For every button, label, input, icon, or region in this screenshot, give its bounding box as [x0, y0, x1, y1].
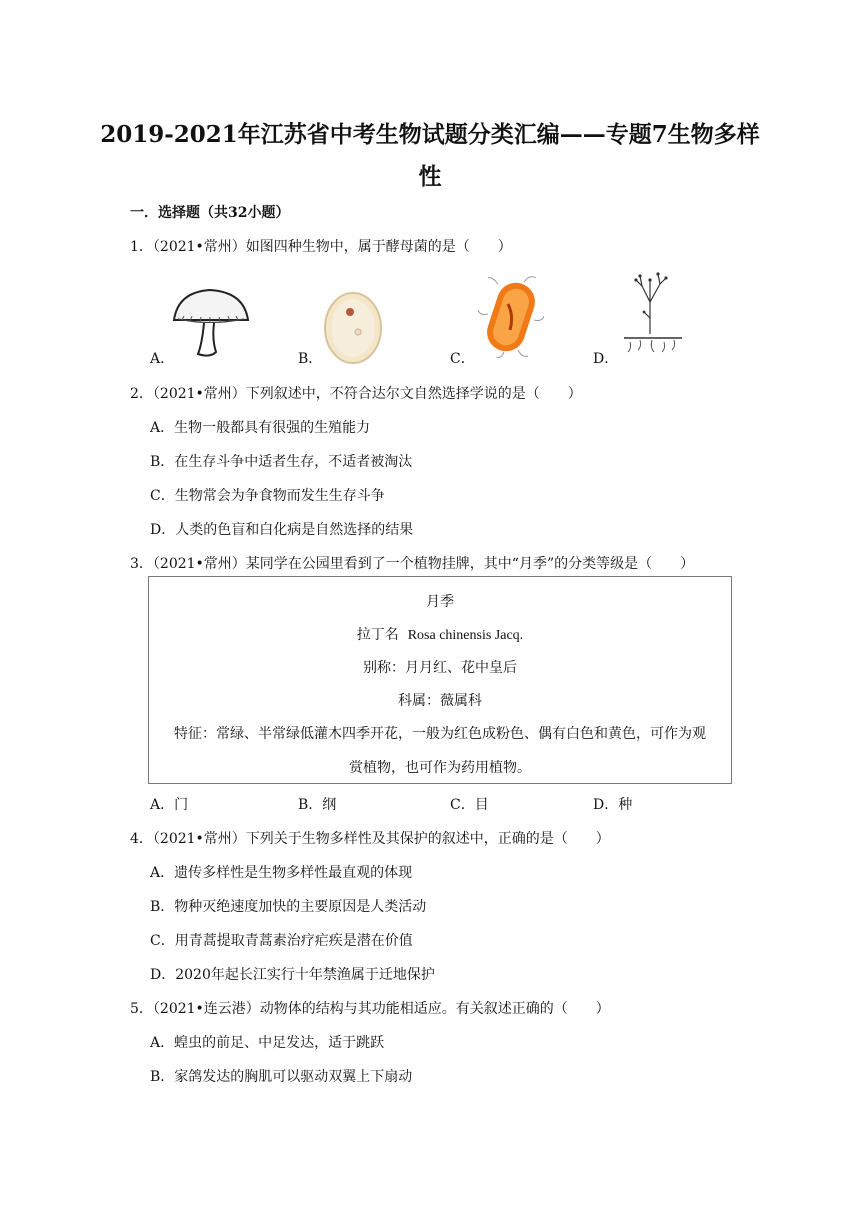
mushroom-icon	[170, 286, 252, 358]
question-3-option-c: C．目	[450, 797, 489, 813]
section-heading: 一．选择题（共32小题）	[130, 205, 290, 221]
question-4-option-b: B．物种灭绝速度加快的主要原因是人类活动	[150, 899, 427, 915]
question-2-option-d: D．人类的色盲和白化病是自然选择的结果	[150, 522, 414, 538]
question-4-option-d: D．2020年起长江实行十年禁渔属于迁地保护	[150, 967, 435, 983]
question-2-option-b: B．在生存斗争中适者生存，不适者被淘汰	[150, 454, 413, 470]
plate-latin-name: Rosa chinensis Jacq.	[407, 628, 524, 643]
plate-latin-row	[149, 624, 731, 644]
question-3-stem: 3．（2021•常州）某同学在公园里看到了一个植物挂牌，其中“月季”的分类等级是（ ）	[130, 556, 695, 572]
plate-latin-prefix: 拉丁名	[356, 627, 399, 643]
question-5-stem: 5．（2021•连云港）动物体的结构与其功能相适应。有关叙述正确的（ ）	[130, 1001, 610, 1017]
question-3-option-a: A．门	[150, 797, 189, 813]
question-2-stem: 2．（2021•常州）下列叙述中，不符合达尔文自然选择学说的是（ ）	[130, 386, 582, 402]
question-4-stem: 4．（2021•常州）下列关于生物多样性及其保护的叙述中，正确的是（ ）	[130, 831, 610, 847]
question-2-option-c: C．生物常会为争食物而发生生存斗争	[150, 488, 385, 504]
plate-feature-line2: 赏植物，也可作为药用植物。	[349, 760, 531, 776]
question-1-option-b: B．	[298, 351, 323, 367]
question-1-option-a: A．	[150, 351, 175, 367]
question-4-option-a: A．遗传多样性是生物多样性最直观的体现	[150, 865, 413, 881]
plate-alias: 别称：月月红、花中皇后	[363, 660, 517, 676]
question-4-option-c: C．用青蒿提取青蒿素治疗疟疾是潜在价值	[150, 933, 413, 949]
question-1-stem: 1．（2021•常州）如图四种生物中，属于酵母菌的是（ ）	[130, 239, 512, 255]
yeast-cell-icon	[322, 290, 384, 366]
bacterium-icon	[478, 274, 544, 358]
question-5-option-a: A．蝗虫的前足、中足发达，适于跳跃	[150, 1035, 385, 1051]
question-3-option-d: D．种	[593, 797, 633, 813]
document-title-line1: 2019-2021年江苏省中考生物试题分类汇编——专题7生物多样	[100, 121, 760, 148]
question-1-option-c: C．	[450, 351, 475, 367]
mold-icon	[620, 272, 686, 356]
plate-feature-line1: 特征：常绿、半常绿低灌木四季开花，一般为红色成粉色、偶有白色和黄色，可作为观	[174, 726, 706, 742]
document-title-line2: 性	[418, 163, 442, 190]
plate-plant-name: 月季	[426, 594, 454, 610]
plate-family: 科属：薇属科	[398, 693, 482, 709]
plant-label-plate	[148, 576, 732, 784]
question-1-option-d: D．	[593, 351, 619, 367]
question-2-option-a: A．生物一般都具有很强的生殖能力	[150, 420, 371, 436]
question-5-option-b: B．家鸽发达的胸肌可以驱动双翼上下扇动	[150, 1069, 413, 1085]
question-3-option-b: B．纲	[298, 797, 337, 813]
